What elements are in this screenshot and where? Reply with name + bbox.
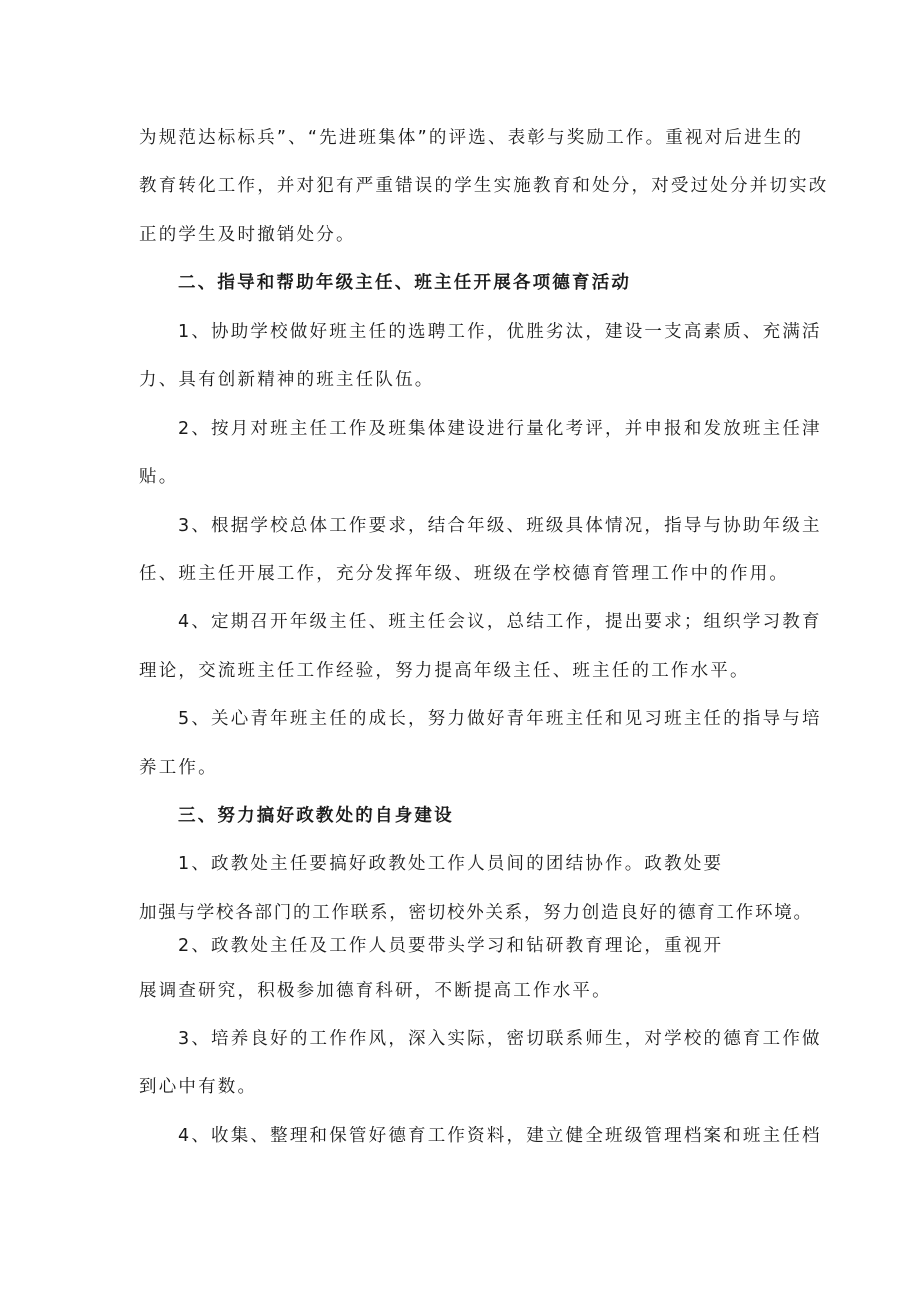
list-item-text: 3、培养良好的工作作风，深入实际，密切联系师生，对学校的德育工作做 xyxy=(178,1029,822,1049)
body-text-line: 展调查研究，积极参加德育科研，不断提高工作水平。 xyxy=(139,981,612,1001)
list-item-text: 1、协助学校做好班主任的选聘工作，优胜劣汰，建设一支高素质、充满活 xyxy=(178,322,822,342)
body-text-line: 加强与学校各部门的工作联系，密切校外关系，努力创造良好的德育工作环境。 xyxy=(139,903,813,923)
body-text-line: 力、具有创新精神的班主任队伍。 xyxy=(139,370,435,390)
list-item-text: 2、按月对班主任工作及班集体建设进行量化考评，并申报和发放班主任津 xyxy=(178,419,822,439)
list-item-text: 5、关心青年班主任的成长，努力做好青年班主任和见习班主任的指导与培 xyxy=(178,709,822,729)
section-heading-3: 三、努力搞好政教处的自身建设 xyxy=(178,806,454,826)
list-item-text: 2、政教处主任及工作人员要带头学习和钻研教育理论，重视开 xyxy=(178,936,724,956)
body-text-line: 正的学生及时撤销处分。 xyxy=(139,225,356,245)
body-text-line: 养工作。 xyxy=(139,758,218,778)
body-text-line: 为规范达标标兵”、“先进班集体”的评选、表彰与奖励工作。重视对后进生的 xyxy=(139,128,804,148)
list-item-text: 1、政教处主任要搞好政教处工作人员间的团结协作。政教处要 xyxy=(178,854,724,874)
section-heading-2: 二、指导和帮助年级主任、班主任开展各项德育活动 xyxy=(178,273,632,293)
body-text-line: 贴。 xyxy=(139,467,179,487)
list-item-text: 3、根据学校总体工作要求，结合年级、班级具体情况，指导与协助年级主 xyxy=(178,516,822,536)
body-text-line: 任、班主任开展工作，充分发挥年级、班级在学校德育管理工作中的作用。 xyxy=(139,564,790,584)
list-item-text: 4、定期召开年级主任、班主任会议，总结工作，提出要求；组织学习教育 xyxy=(178,612,822,632)
body-text-line: 到心中有数。 xyxy=(139,1077,258,1097)
list-item-text: 4、收集、整理和保管好德育工作资料，建立健全班级管理档案和班主任档 xyxy=(178,1126,822,1146)
body-text-line: 教育转化工作，并对犯有严重错误的学生实施教育和处分，对受过处分并切实改 xyxy=(139,176,829,196)
body-text-line: 理论，交流班主任工作经验，努力提高年级主任、班主任的工作水平。 xyxy=(139,661,750,681)
